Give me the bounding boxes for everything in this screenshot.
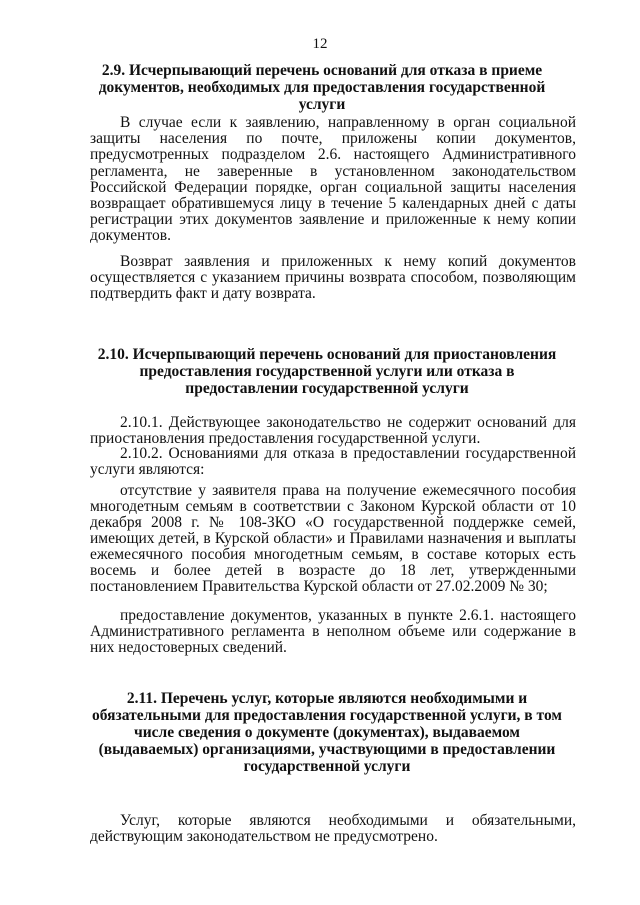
paragraph-2-10-4: предоставление документов, указанных в пункте 2.6.1. настоящего Административного регламента в неполном объеме или содержание в них недостоверных сведений. <box>90 607 576 657</box>
paragraph-2-10-3: отсутствие у заявителя права на получение ежемесячного пособия многодетным семьям в соответствии с Законом Курской области от 10 декабря 2008 г. № 108-ЗКО «О государственной поддержке семей, имеющих детей, в Курской области» и Правилами назначения и выплаты ежемесячного пособия многодетным семьям, в составе которых есть восемь и более детей в возрасте до 18 лет, утвержденными постановлением Правительства Курской области от 27.02.2009 № 30; <box>90 482 576 595</box>
page-number: 12 <box>312 36 328 52</box>
paragraph-2-9-2: Возврат заявления и приложенных к нему копий документов осуществляется с указанием причины возврата способом, позволяющим подтвердить факт и дату возврата. <box>90 253 576 303</box>
paragraph-2-10-2: 2.10.2. Основаниями для отказа в предоставлении государственной услуги являются: <box>90 445 576 479</box>
section-heading-2-9: 2.9. Исчерпывающий перечень оснований для отказа в приеме документов, необходимых для предоставления государственной услуги <box>98 62 546 113</box>
paragraph-2-11-1: Услуг, которые являются необходимыми и обязательными, действующим законодательством не предусмотрено. <box>90 812 576 846</box>
section-heading-2-10: 2.10. Исчерпывающий перечень оснований для приостановления предоставления государственной услуги или отказа в предоставлении государственной услуги <box>97 346 557 397</box>
paragraph-2-9-1: В случае если к заявлению, направленному в орган социальной защиты населения по почте, приложены копии документов, предусмотренных подразделом 2.6. настоящего Административного регламента, не заверенные в установленном законодательством Российской Федерации порядке, орган социальной защиты населения возвращает обратившемуся лицу в течение 5 календарных дней с даты регистрации этих документов заявление и приложенные к нему копии документов. <box>90 114 576 245</box>
paragraph-2-10-1: 2.10.1. Действующее законодательство не содержит оснований для приостановления предоставления государственной услуги. <box>90 414 576 448</box>
section-heading-2-11: 2.11. Перечень услуг, которые являются необходимыми и обязательными для предоставления государственной услуги, в том числе сведения о документе (документах), выдаваемом (выдаваемых) организациями, участвующими в предоставлении государственной услуги <box>92 690 562 775</box>
